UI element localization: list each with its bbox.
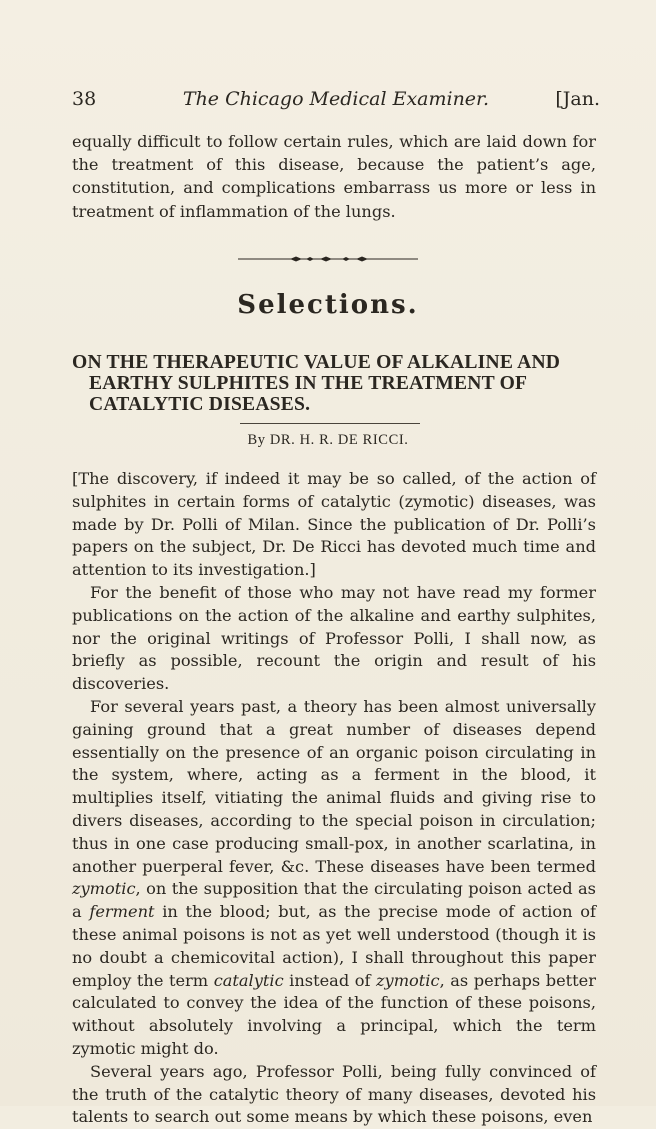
theory-text-c: in the blood; but, as the precise mode of action of these animal poisons is not as yet well understood (though it is no doubt a chemicovital action), I shall throughout this paper employ the term (72, 902, 597, 990)
article-title-line-1: ON THE THERAPEUTIC VALUE OF ALKALINE AND (72, 352, 561, 373)
term-zymotic: zymotic (72, 879, 136, 899)
journal-title: The Chicago Medical Examiner. (182, 88, 490, 110)
article-title-line-3: CATALYTIC DISEASES. (89, 394, 311, 415)
theory-text-d: instead of (283, 970, 377, 990)
issue-month: [Jan. (555, 88, 600, 110)
ornamental-divider (238, 256, 418, 262)
running-header (72, 88, 600, 114)
article-body (72, 468, 596, 1129)
term-ferment: ferment (89, 902, 155, 922)
term-zymotic-2: zymotic (376, 970, 440, 990)
paragraph-theory (72, 696, 596, 1061)
byline: By DR. H. R. DE RICCI. (247, 432, 409, 448)
title-rule (240, 423, 420, 424)
article-title (72, 352, 602, 415)
section-heading: Selections. (237, 290, 419, 320)
paragraph-benefit: For the benefit of those who may not have read my former publications on the action of the alkaline and earthy sulphites, nor the original writings of Professor Polli, I shall now, as briefly as possible, recount the origin and result of his discoveries. (72, 582, 596, 694)
paragraph-polli: Several years ago, Professor Polli, being fully convinced of the truth of the catalytic theory of many diseases, devoted his talents to search out some means by which these poisons, even (72, 1061, 596, 1127)
page-number: 38 (72, 88, 97, 110)
term-catalytic: catalytic (213, 970, 284, 990)
theory-text-e: , as perhaps better calculated to convey the idea of the function of these poisons, without absolutely involving a principal, which the term zymotic might do. (72, 970, 596, 1058)
theory-text-b: , on the supposition that the circulating poison acted as a (72, 879, 596, 922)
theory-text-a: For several years past, a theory has been almost universally gaining ground that a great number of diseases depend essentially on the presence of an organic poison circulating in the system, where, acting as a ferment in the blood, it multiplies itself, vitiating the animal fluids and giving rise to divers diseases, according to the special poison in circulation; thus in one case producing small-pox, in another scarlatina, in another puerperal fever, &c. These diseases have been termed (72, 696, 596, 876)
paragraph-editorial-note: [The discovery, if indeed it may be so called, of the action of sulphites in certain forms of catalytic (zymotic) diseases, was made by Dr. Polli of Milan. Since the publication of Dr. Polli’s papers on the subject, Dr. De Ricci has devoted much time and attention to its investigation.] (72, 469, 596, 580)
article-title-line-2: EARTHY SULPHITES IN THE TREATMENT OF (89, 373, 528, 394)
intro-paragraph: equally difficult to follow certain rules, which are laid down for the treatment of this disease, because the patient’s age, constitution, and complications embarrass us more or less in treatment of inflammation of the lungs. (72, 132, 596, 221)
